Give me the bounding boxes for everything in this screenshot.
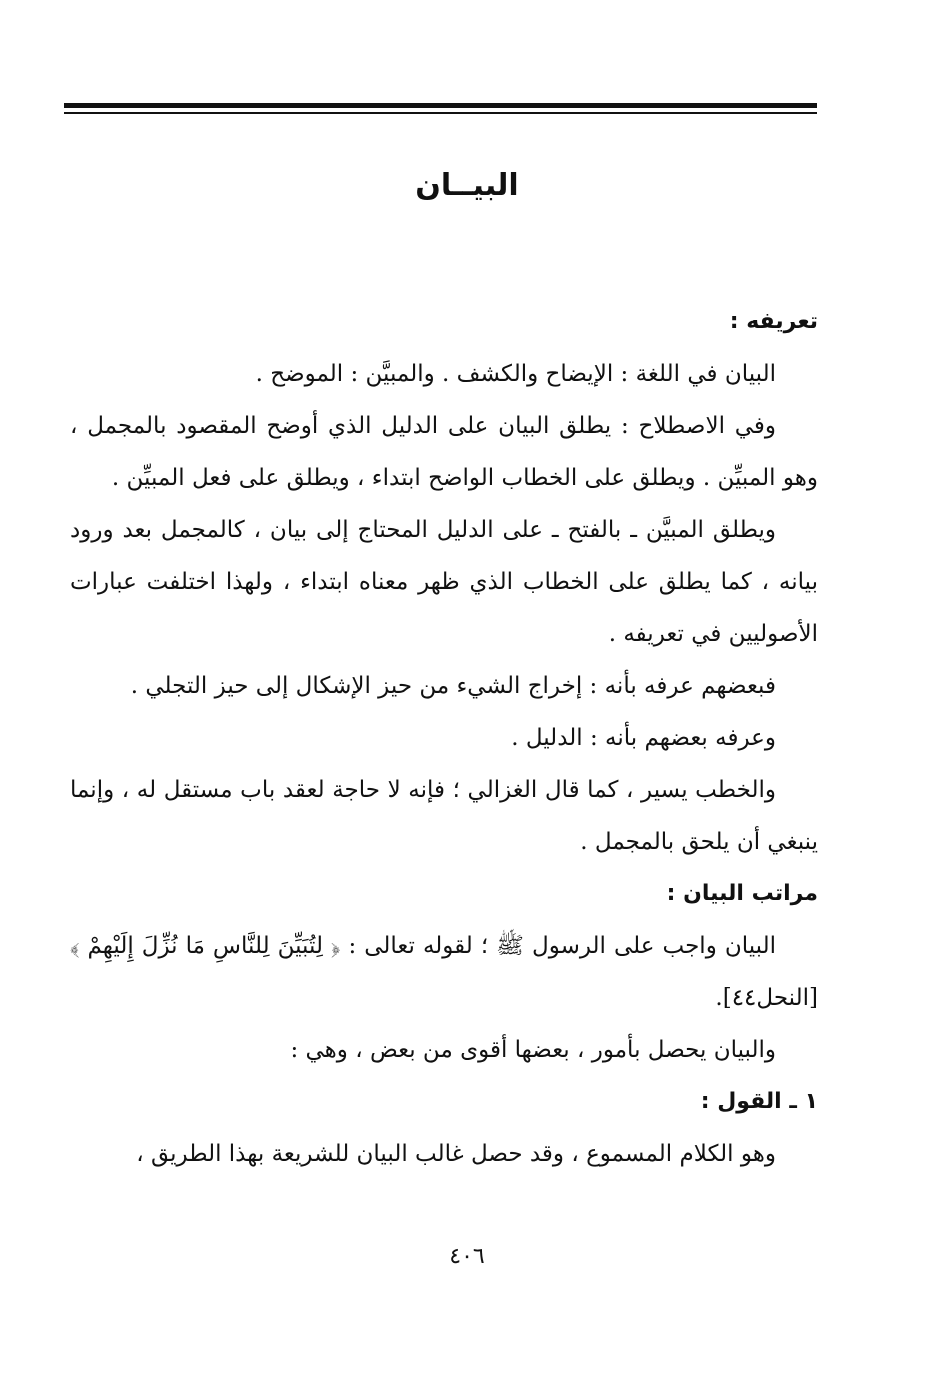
ranks-heading: مراتب البيان :: [666, 881, 818, 906]
page-number: ٤٠٦: [449, 1244, 485, 1269]
verse-reference: [النحل٤٤].: [715, 985, 818, 1011]
paragraph-language-definition: البيان في اللغة : الإيضاح والكشف . والمبيَّن : الموضح .: [255, 361, 776, 387]
page-body: [70, 296, 818, 1180]
header-rule-thick: [64, 103, 817, 108]
paragraph-speech: وهو الكلام المسموع ، وقد حصل غالب البيان للشريعة بهذا الطريق ،: [136, 1141, 776, 1167]
paragraph-definition-two: وعرفه بعضهم بأنه : الدليل .: [511, 725, 776, 751]
item-one-heading: ١ ـ القول :: [700, 1089, 818, 1114]
paragraph-definition-one: فبعضهم عرفه بأنه : إخراج الشيء من حيز الإشكال إلى حيز التجلي .: [130, 673, 776, 699]
quran-verse: ﴿ لِتُبَيِّنَ لِلنَّاسِ مَا نُزِّلَ إِلَيْهِمْ ﴾: [70, 933, 341, 959]
definition-heading: تعريفه :: [729, 309, 818, 334]
paragraph-mubayyan: ويطلق المبيَّن ـ بالفتح ـ على الدليل المحتاج إلى بيان ، كالمجمل بعد ورود بيانه ، كما يطلق على الخطاب الذي ظهر معناه ابتداء ، ولهذا اختلفت عبارات الأصوليين في تعريفه .: [70, 517, 818, 647]
paragraph-means: والبيان يحصل بأمور ، بعضها أقوى من بعض ، وهي :: [290, 1037, 776, 1063]
header-rule-thin: [64, 112, 817, 114]
paragraph-obligation: [70, 920, 818, 1024]
paragraph-term-definition: وفي الاصطلاح : يطلق البيان على الدليل الذي أوضح المقصود بالمجمل ، وهو المبيِّن . ويطلق على الخطاب الواضح ابتداء ، ويطلق على فعل المبيِّن .: [70, 413, 818, 491]
obligation-text: البيان واجب على الرسول ﷺ ؛ لقوله تعالى :: [348, 933, 777, 959]
paragraph-ghazali: والخطب يسير ، كما قال الغزالي ؛ فإنه لا حاجة لعقد باب مستقل له ، وإنما ينبغي أن يلحق بالمجمل .: [70, 777, 818, 855]
page-title: البيــان: [415, 168, 519, 203]
